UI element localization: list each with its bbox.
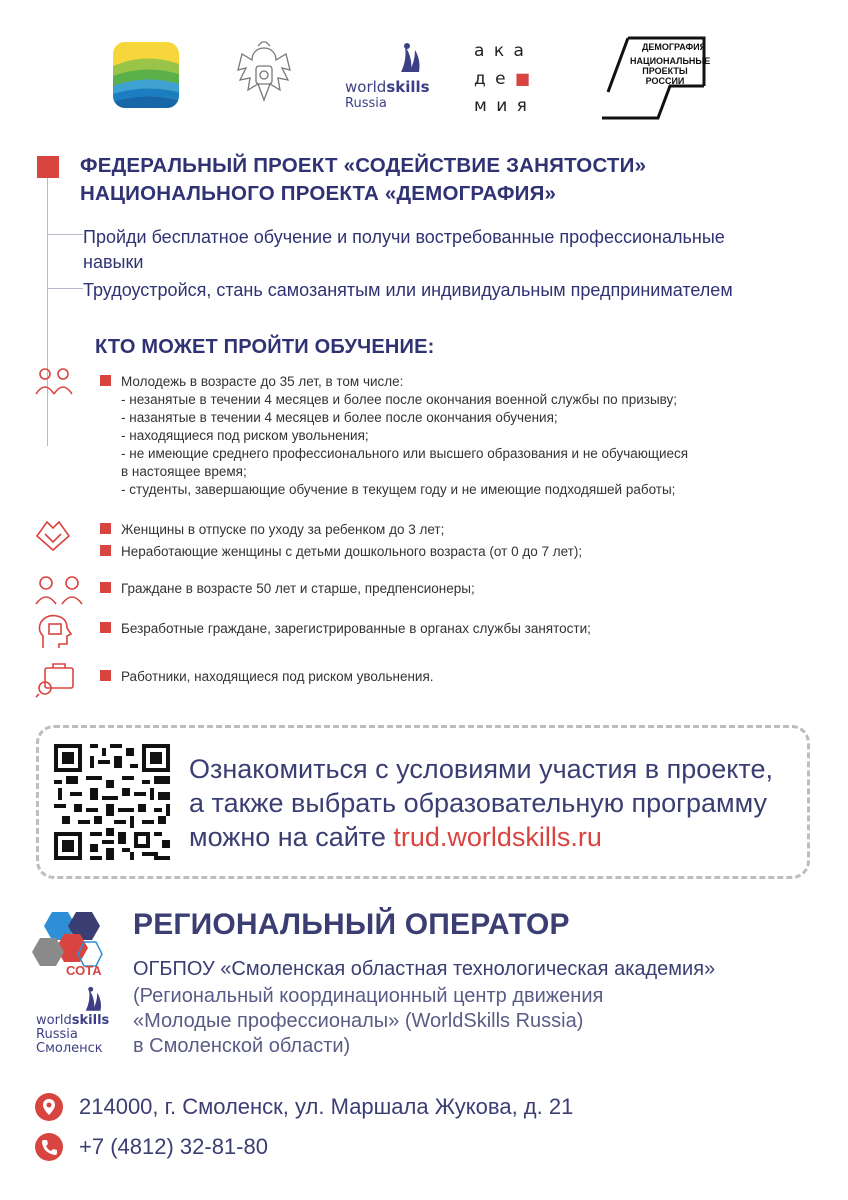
- worldskills-country: Russia: [345, 96, 387, 111]
- unemployed-text: Безработные граждане, зарегистрированные в органах службы занятости;: [121, 621, 591, 636]
- atrisk-item: [100, 668, 434, 686]
- hands-heart-icon: [33, 516, 73, 552]
- youth-line: - назанятые в течении 4 месяцев и более после окончания обучения;: [121, 410, 558, 425]
- women-group: [100, 521, 582, 561]
- benefit-1-line1: Пройди бесплатное обучение и получи востребованные профессиональные: [83, 227, 725, 247]
- bullet-square: [100, 670, 111, 681]
- russia-coat-of-arms-icon: [232, 40, 296, 108]
- youth-line: - не имеющие среднего профессионального или высшего образования и не обучающиеся: [121, 446, 689, 461]
- ws-smolensk-country: Russia: [36, 1027, 78, 1042]
- bullet-square: [100, 375, 111, 386]
- academy-square: ■: [515, 69, 533, 88]
- qr-line2: а также выбрать образовательную программу: [189, 788, 767, 818]
- national-line1: НАЦИОНАЛЬНЫЕ: [630, 56, 711, 66]
- youth-line: в настоящее время;: [121, 464, 247, 479]
- who-title: КТО МОЖЕТ ПРОЙТИ ОБУЧЕНИЕ:: [95, 336, 435, 358]
- seniors-text: Граждане в возрасте 50 лет и старше, предпенсионеры;: [121, 581, 475, 596]
- academy-line3: м и я: [474, 96, 529, 116]
- women-1: Женщины в отпуске по уходу за ребенком до 3 лет;: [121, 522, 445, 537]
- head-document-icon: [35, 612, 75, 652]
- benefit-2: Трудоустройся, стань самозанятым или индивидуальным предпринимателем: [83, 280, 733, 300]
- bullet-square: [100, 622, 111, 633]
- academy-line2: д е: [474, 69, 508, 89]
- qr-line1: Ознакомиться с условиями участия в проекте,: [189, 754, 773, 784]
- ws-smolensk-b: skills: [71, 1013, 110, 1028]
- briefcase-search-icon: [35, 662, 75, 698]
- worldskills-smolensk-flame-icon: [82, 986, 106, 1014]
- youth-line: - студенты, завершающие обучение в текущем году и не имеющие подходяшей работы;: [121, 482, 676, 497]
- national-line3: РОССИИ: [645, 76, 685, 86]
- operator-title: РЕГИОНАЛЬНЫЙ ОПЕРАТОР: [133, 908, 570, 941]
- location-pin-icon: [35, 1093, 63, 1121]
- qr-line3-prefix: можно на сайте: [189, 822, 394, 852]
- worldskills-flame-icon: [397, 42, 425, 76]
- youth-line: - незанятые в течении 4 месяцев и более после окончания военной службы по призыву;: [121, 392, 678, 407]
- operator-center-line2: «Молодые профессионалы» (WorldSkills Russia): [133, 1010, 584, 1032]
- benefit-1: [83, 225, 725, 275]
- operator-center-line3: в Смоленской области): [133, 1035, 351, 1057]
- address-text: 214000, г. Смоленск, ул. Маршала Жукова, д. 21: [79, 1094, 574, 1119]
- academy-logo: [474, 38, 564, 120]
- national-projects-logo: [600, 36, 710, 124]
- worldskills-brand-b: skills: [386, 78, 430, 96]
- youth-head: Молодежь в возрасте до 35 лет, в том числе:: [121, 374, 404, 389]
- logo-bar: [0, 30, 848, 130]
- operator-center: [133, 984, 603, 1059]
- seniors-item: [100, 580, 475, 598]
- qr-info-box: [36, 725, 810, 879]
- qr-code-icon[interactable]: [54, 744, 170, 860]
- atrisk-text: Работники, находящиеся под риском увольнения.: [121, 669, 434, 684]
- operator-center-line1: (Региональный координационный центр движения: [133, 985, 604, 1007]
- ws-smolensk-a: world: [36, 1013, 72, 1028]
- seniors-icon: [34, 574, 86, 606]
- bullet-square: [100, 582, 111, 593]
- national-tag: ДЕМОГРАФИЯ: [642, 42, 707, 52]
- qr-info-text: [189, 752, 773, 854]
- region-emblem-logo: [113, 42, 179, 108]
- phone-icon: [35, 1133, 63, 1161]
- women-2: Неработающие женщины с детьми дошкольного возраста (от 0 до 7 лет);: [121, 544, 583, 559]
- ws-smolensk-city: Смоленск: [36, 1041, 103, 1056]
- project-title: [80, 152, 646, 208]
- youth-group: [100, 373, 688, 499]
- project-title-line2: НАЦИОНАЛЬНОГО ПРОЕКТА «ДЕМОГРАФИЯ»: [80, 182, 557, 205]
- phone-number[interactable]: +7 (4812) 32-81-80: [79, 1134, 268, 1159]
- youth-line: - находящиеся под риском увольнения;: [121, 428, 369, 443]
- operator-org: ОГБПОУ «Смоленская областная технологическая академия»: [133, 958, 716, 980]
- academy-line1: а к а: [474, 41, 526, 61]
- unemployed-item: [100, 620, 591, 638]
- worldskills-brand-a: world: [345, 78, 387, 96]
- national-line2: ПРОЕКТЫ: [642, 66, 688, 76]
- benefit-1-line2: навыки: [83, 252, 144, 272]
- worldskills-logo: [345, 42, 445, 112]
- bullet-square: [100, 523, 111, 534]
- worldskills-smolensk-logo: [36, 1014, 109, 1056]
- youth-group-icon: [33, 366, 75, 398]
- project-title-line1: ФЕДЕРАЛЬНЫЙ ПРОЕКТ «СОДЕЙСТВИЕ ЗАНЯТОСТИ»: [80, 154, 647, 177]
- sota-caption: СОТА: [66, 963, 102, 978]
- website-link[interactable]: trud.worldskills.ru: [393, 822, 602, 852]
- bullet-square: [100, 545, 111, 556]
